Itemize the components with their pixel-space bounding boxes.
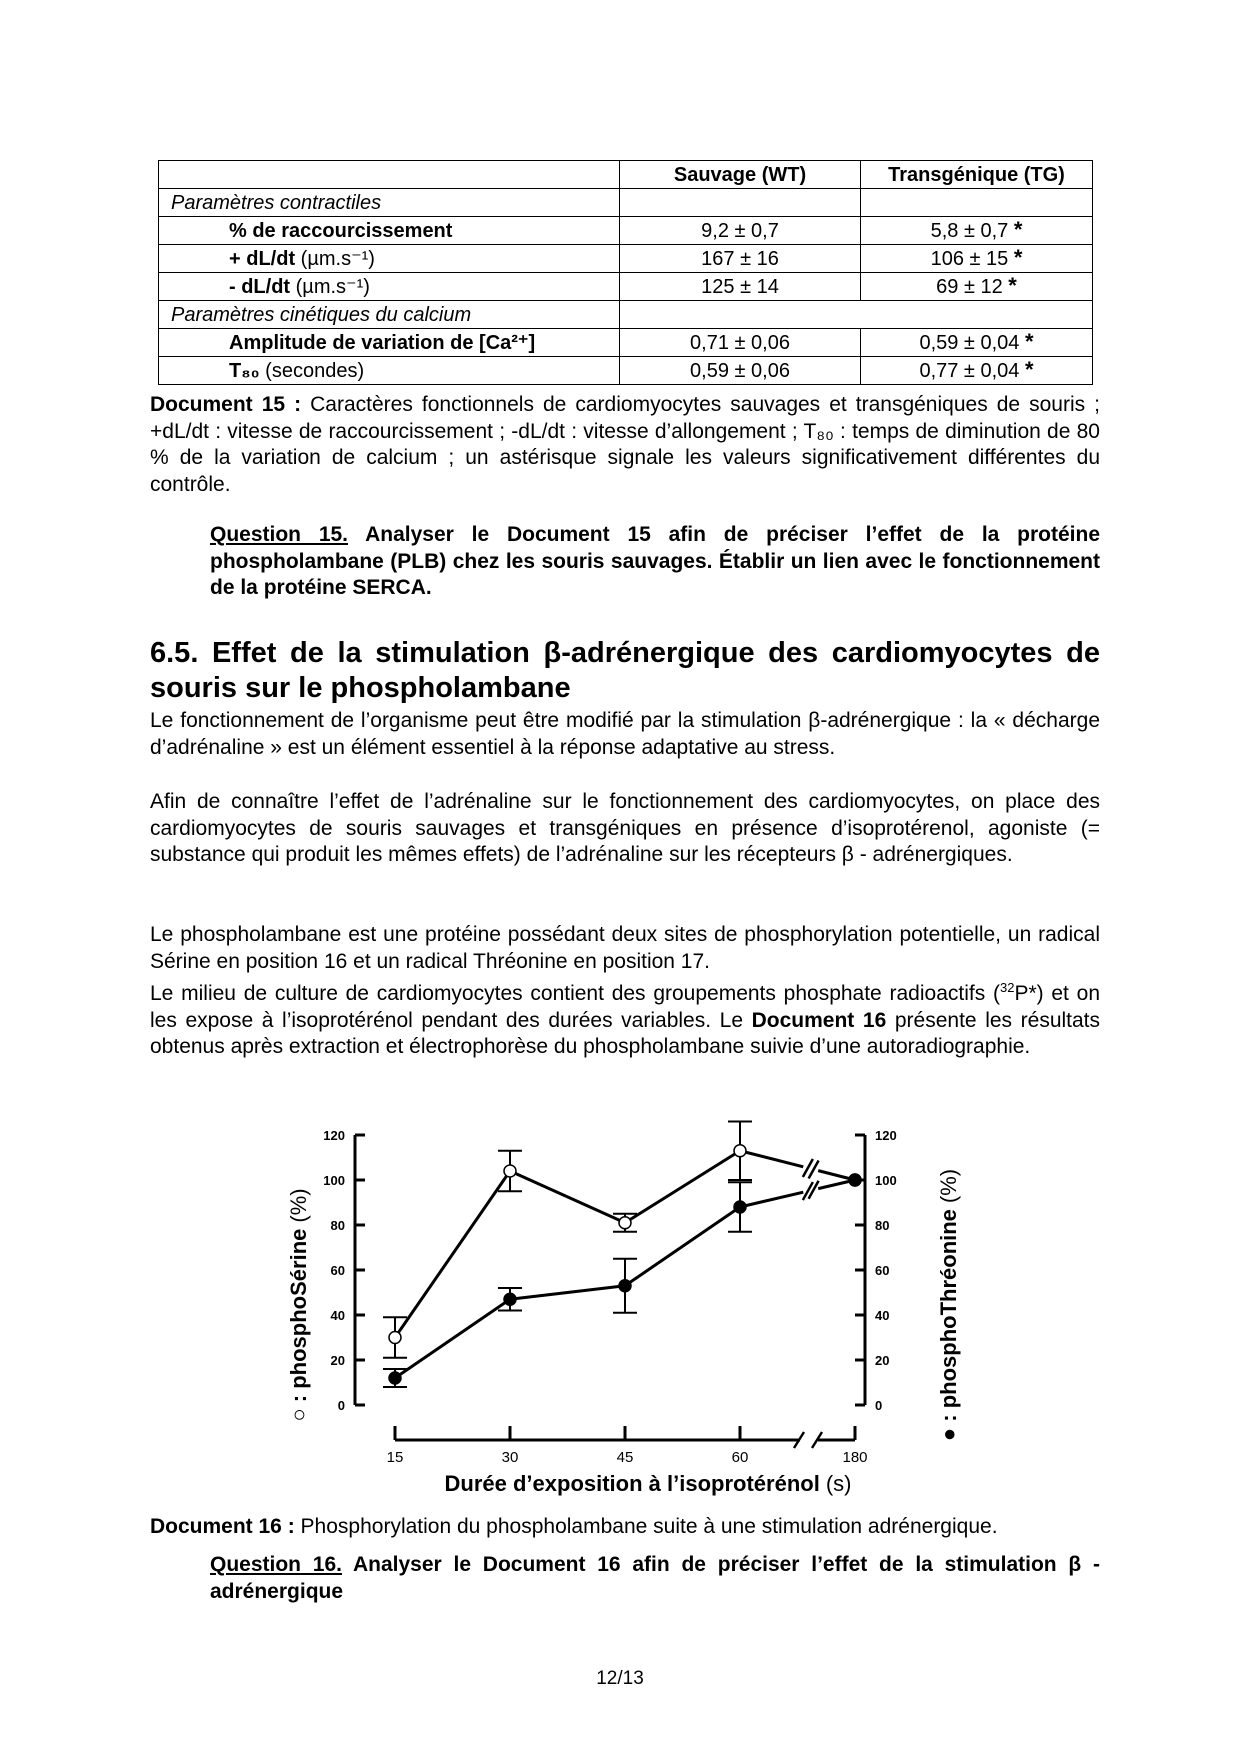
series-line-0 (740, 1151, 803, 1167)
y-tick-label-right: 0 (875, 1398, 883, 1413)
series-break-1 (809, 1181, 819, 1199)
data-point-threonine (849, 1174, 861, 1186)
paragraph-4: Le milieu de culture de cardiomyocytes contient des groupements phosphate radioactifs ($^{32}$P*) et on les expose à l’isoprotérénol pendant des durées variables. Le Document 16 présente les résultats obtenus après extraction et électrophorèse du phospholambane suivie d’une autoradiographie. (150, 980, 1101, 1058)
series-break-1 (803, 1182, 813, 1200)
table-row: - dL/dt (µm.s⁻¹) 125 ± 14 69 ± 12 * (159, 273, 1093, 301)
phosphorylation-chart (270, 1105, 990, 1500)
y-tick-label-left: 20 (330, 1353, 345, 1368)
question-15: Question 15. Analyser le Document 15 afin de préciser l’effet de la protéine phospholambane (PLB) chez les souris sauvages. Établir un lien avec le fonctionnement de la protéine SERCA. (210, 523, 1101, 599)
data-point-threonine (734, 1201, 746, 1213)
y-tick-label-left: 80 (330, 1218, 345, 1233)
x-axis-label: Durée d’exposition à l’isoprotérénol (s) (444, 1471, 852, 1496)
series-line-1 (510, 1286, 625, 1300)
significance-star: * (1024, 357, 1034, 382)
y-tick-label-left: 60 (330, 1263, 345, 1278)
y-tick-label-left: 100 (323, 1173, 345, 1188)
results-table (158, 160, 1093, 385)
table-row: T₈₀ (secondes) 0,59 ± 0,06 0,77 ± 0,04 * (159, 357, 1093, 385)
data-point-threonine (389, 1372, 401, 1384)
significance-star: * (1008, 273, 1017, 298)
data-point-serine (619, 1217, 631, 1229)
data-point-threonine (619, 1280, 631, 1292)
y-tick-label-left: 0 (337, 1398, 345, 1413)
series-line-0 (625, 1151, 740, 1223)
y-tick-label-left: 120 (323, 1128, 345, 1143)
paragraph-2: Afin de connaître l’effet de l’adrénaline sur le fonctionnement des cardiomyocytes, on place des cardiomyocytes de souris sauvages et transgéniques en présence d’isoprotérenol, agoniste (= substance qui produit les mêmes effets) de l’adrénaline sur les récepteurs β - adrénergiques. (150, 790, 1100, 866)
table-row: + dL/dt (µm.s⁻¹) 167 ± 16 106 ± 15 * (159, 245, 1093, 273)
y-axis-right-label: ● : phosphoThréonine(%) (936, 1168, 961, 1442)
paragraph-3: Le phospholambane est une protéine possédant deux sites de phosphorylation potentielle, un radical Sérine en position 16 et un radical Thréonine en position 17. (150, 923, 1100, 973)
data-point-serine (504, 1165, 516, 1177)
col-header-wt: Sauvage (WT) (620, 161, 861, 189)
x-tick-label: 45 (616, 1449, 634, 1466)
y-tick-label-left: 40 (330, 1308, 345, 1323)
significance-star: * (1013, 245, 1023, 270)
paragraph-1: Le fonctionnement de l’organisme peut être modifié par la stimulation β-adrénergique : la « décharge d’adrénaline » est un élément essentiel à la réponse adaptative au stress. (150, 709, 1100, 759)
section-contractile: Paramètres contractiles (159, 189, 620, 217)
data-point-serine (389, 1332, 401, 1344)
table-row: % de raccourcissement 9,2 ± 0,7 5,8 ± 0,7 * (159, 217, 1093, 245)
col-header-tg: Transgénique (TG) (861, 161, 1093, 189)
x-tick-label: 60 (731, 1449, 749, 1466)
doc15-caption: Document 15 : Caractères fonctionnels de cardiomyocytes sauvages et transgéniques de souris ; +dL/dt : vitesse de raccourcissement ; -dL/dt : vitesse d’allongement ; T₈₀ : temps de diminution de 80 % de la variation de calcium ; un astérisque signale les valeurs significativement différentes du contrôle. (150, 393, 1100, 496)
doc16-caption: Document 16 : Phosphorylation du phospholambane suite à une stimulation adrénergique. (150, 1515, 998, 1538)
y-tick-label-right: 120 (875, 1128, 897, 1143)
significance-star: * (1013, 217, 1023, 242)
table-row: Amplitude de variation de [Ca²⁺] 0,71 ± 0,06 0,59 ± 0,04 * (159, 329, 1093, 357)
significance-star: * (1024, 329, 1034, 354)
x-tick-label: 180 (842, 1449, 868, 1466)
series-line-0 (510, 1171, 625, 1223)
y-tick-label-right: 20 (875, 1353, 890, 1368)
question-16: Question 16. Analyser le Document 16 afin de préciser l’effet de la stimulation β - adrénergique (210, 1553, 1100, 1603)
y-tick-label-right: 100 (875, 1173, 897, 1188)
y-tick-label-right: 80 (875, 1218, 890, 1233)
data-point-threonine (504, 1293, 516, 1305)
page-number: 12/13 (596, 1668, 644, 1689)
section-calcium: Paramètres cinétiques du calcium (159, 301, 620, 329)
series-line-1 (625, 1207, 740, 1286)
y-tick-label-right: 60 (875, 1263, 890, 1278)
data-point-serine (734, 1145, 746, 1157)
y-axis-left-label: ○ : phosphoSérine(%) (286, 1188, 311, 1422)
x-tick-label: 30 (501, 1449, 519, 1466)
section-heading: 6.5. Effet de la stimulation β-adrénergique des cardiomyocytes de souris sur le phospholambane (150, 637, 1100, 704)
table-corner (159, 161, 620, 189)
y-tick-label-right: 40 (875, 1308, 890, 1323)
x-tick-label: 15 (386, 1449, 404, 1466)
series-line-1 (740, 1192, 803, 1207)
